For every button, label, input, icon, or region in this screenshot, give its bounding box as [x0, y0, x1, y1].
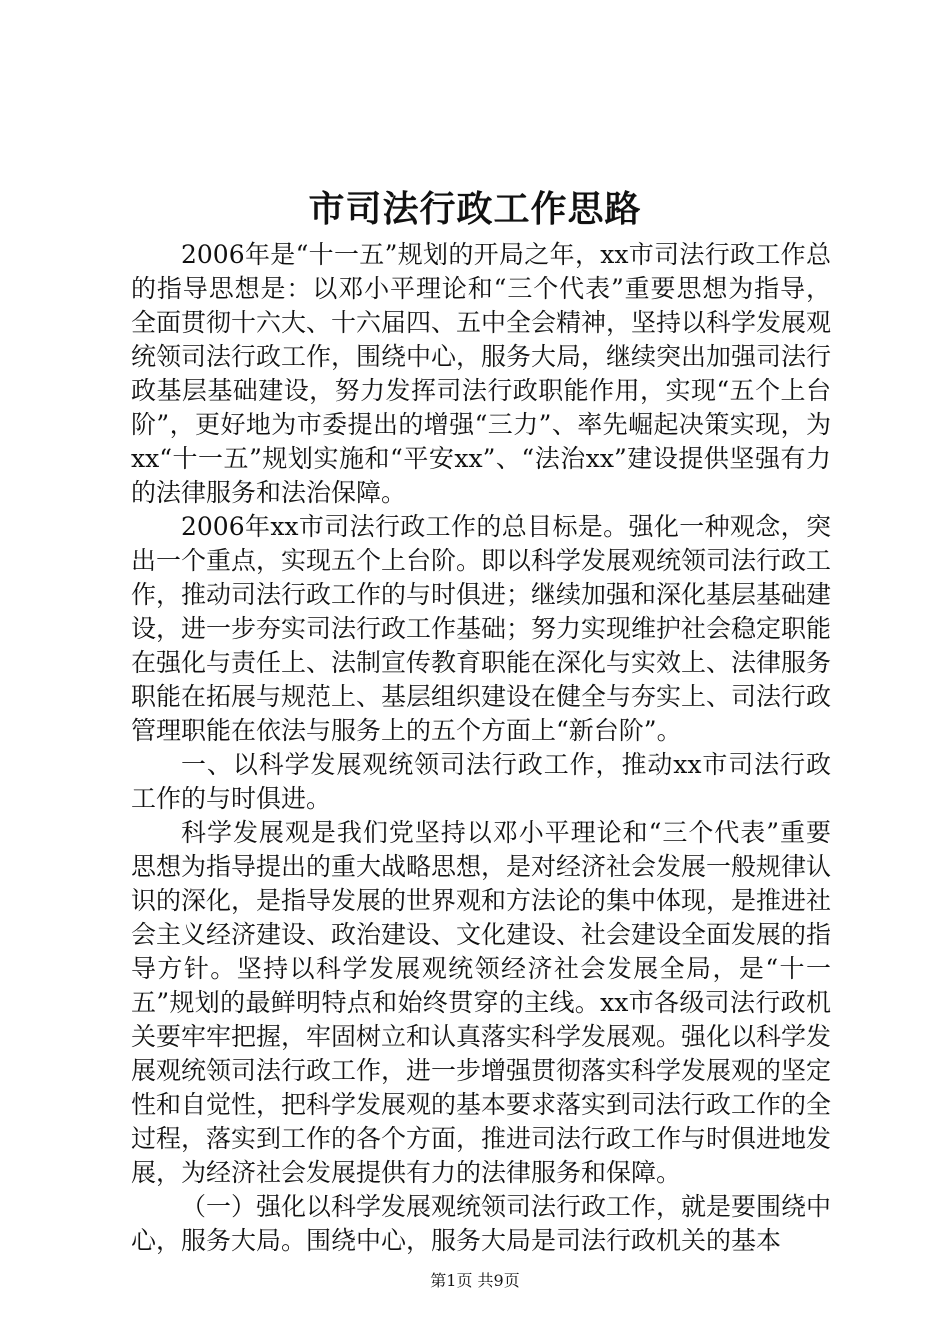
paragraph-2: 2006年xx市司法行政工作的总目标是。强化一种观念，突出一个重点，实现五个上台阶。即以科学发展观统领司法行政工作，推动司法行政工作的与时俱进；继续加强和深化基层基础建设，进一步夯实司法行政工作基础；努力实现维护社会稳定职能在强化与责任上、法制宣传教育职能在深化与实效上、法律服务职能在拓展与规范上、基层组织建设在健全与夯实上、司法行政管理职能在依法与服务上的五个方面上“新台阶”。 [131, 512, 832, 745]
document-title: 市司法行政工作思路 [308, 188, 642, 230]
subsection-paragraph-1: （一）强化以科学发展观统领司法行政工作，就是要围绕中心，服务大局。围绕中心，服务大局是司法行政机关的基本 [131, 1192, 832, 1255]
page-footer: 第1页 共9页 [430, 1271, 520, 1290]
paragraph-1: 2006年是“十一五”规划的开局之年，xx市司法行政工作总的指导思想是：以邓小平理论和“三个代表”重要思想为指导，全面贯彻十六大、十六届四、五中全会精神，坚持以科学发展观统领司法行政工作，围绕中心，服务大局，继续突出加强司法行政基层基础建设，努力发挥司法行政职能作用，实现“五个上台阶”，更好地为市委提出的增强“三力”、率先崛起决策实现，为xx“十一五”规划实施和“平安xx”、“法治xx”建设提供坚强有力的法律服务和法治保障。 [131, 240, 832, 507]
document-body [131, 238, 831, 1258]
paragraph-3: 科学发展观是我们党坚持以邓小平理论和“三个代表”重要思想为指导提出的重大战略思想，是对经济社会发展一般规律认识的深化，是指导发展的世界观和方法论的集中体现，是推进社会主义经济建设、政治建设、文化建设、社会建设全面发展的指导方针。坚持以科学发展观统领经济社会发展全局，是“十一五”规划的最鲜明特点和始终贯穿的主线。xx市各级司法行政机关要牢牢把握，牢固树立和认真落实科学发展观。强化以科学发展观统领司法行政工作，进一步增强贯彻落实科学发展观的坚定性和自觉性，把科学发展观的基本要求落实到司法行政工作的全过程，落实到工作的各个方面，推进司法行政工作与时俱进地发展，为经济社会发展提供有力的法律服务和保障。 [131, 818, 832, 1187]
section-heading-1: 一、以科学发展观统领司法行政工作，推动xx市司法行政工作的与时俱进。 [131, 750, 831, 813]
